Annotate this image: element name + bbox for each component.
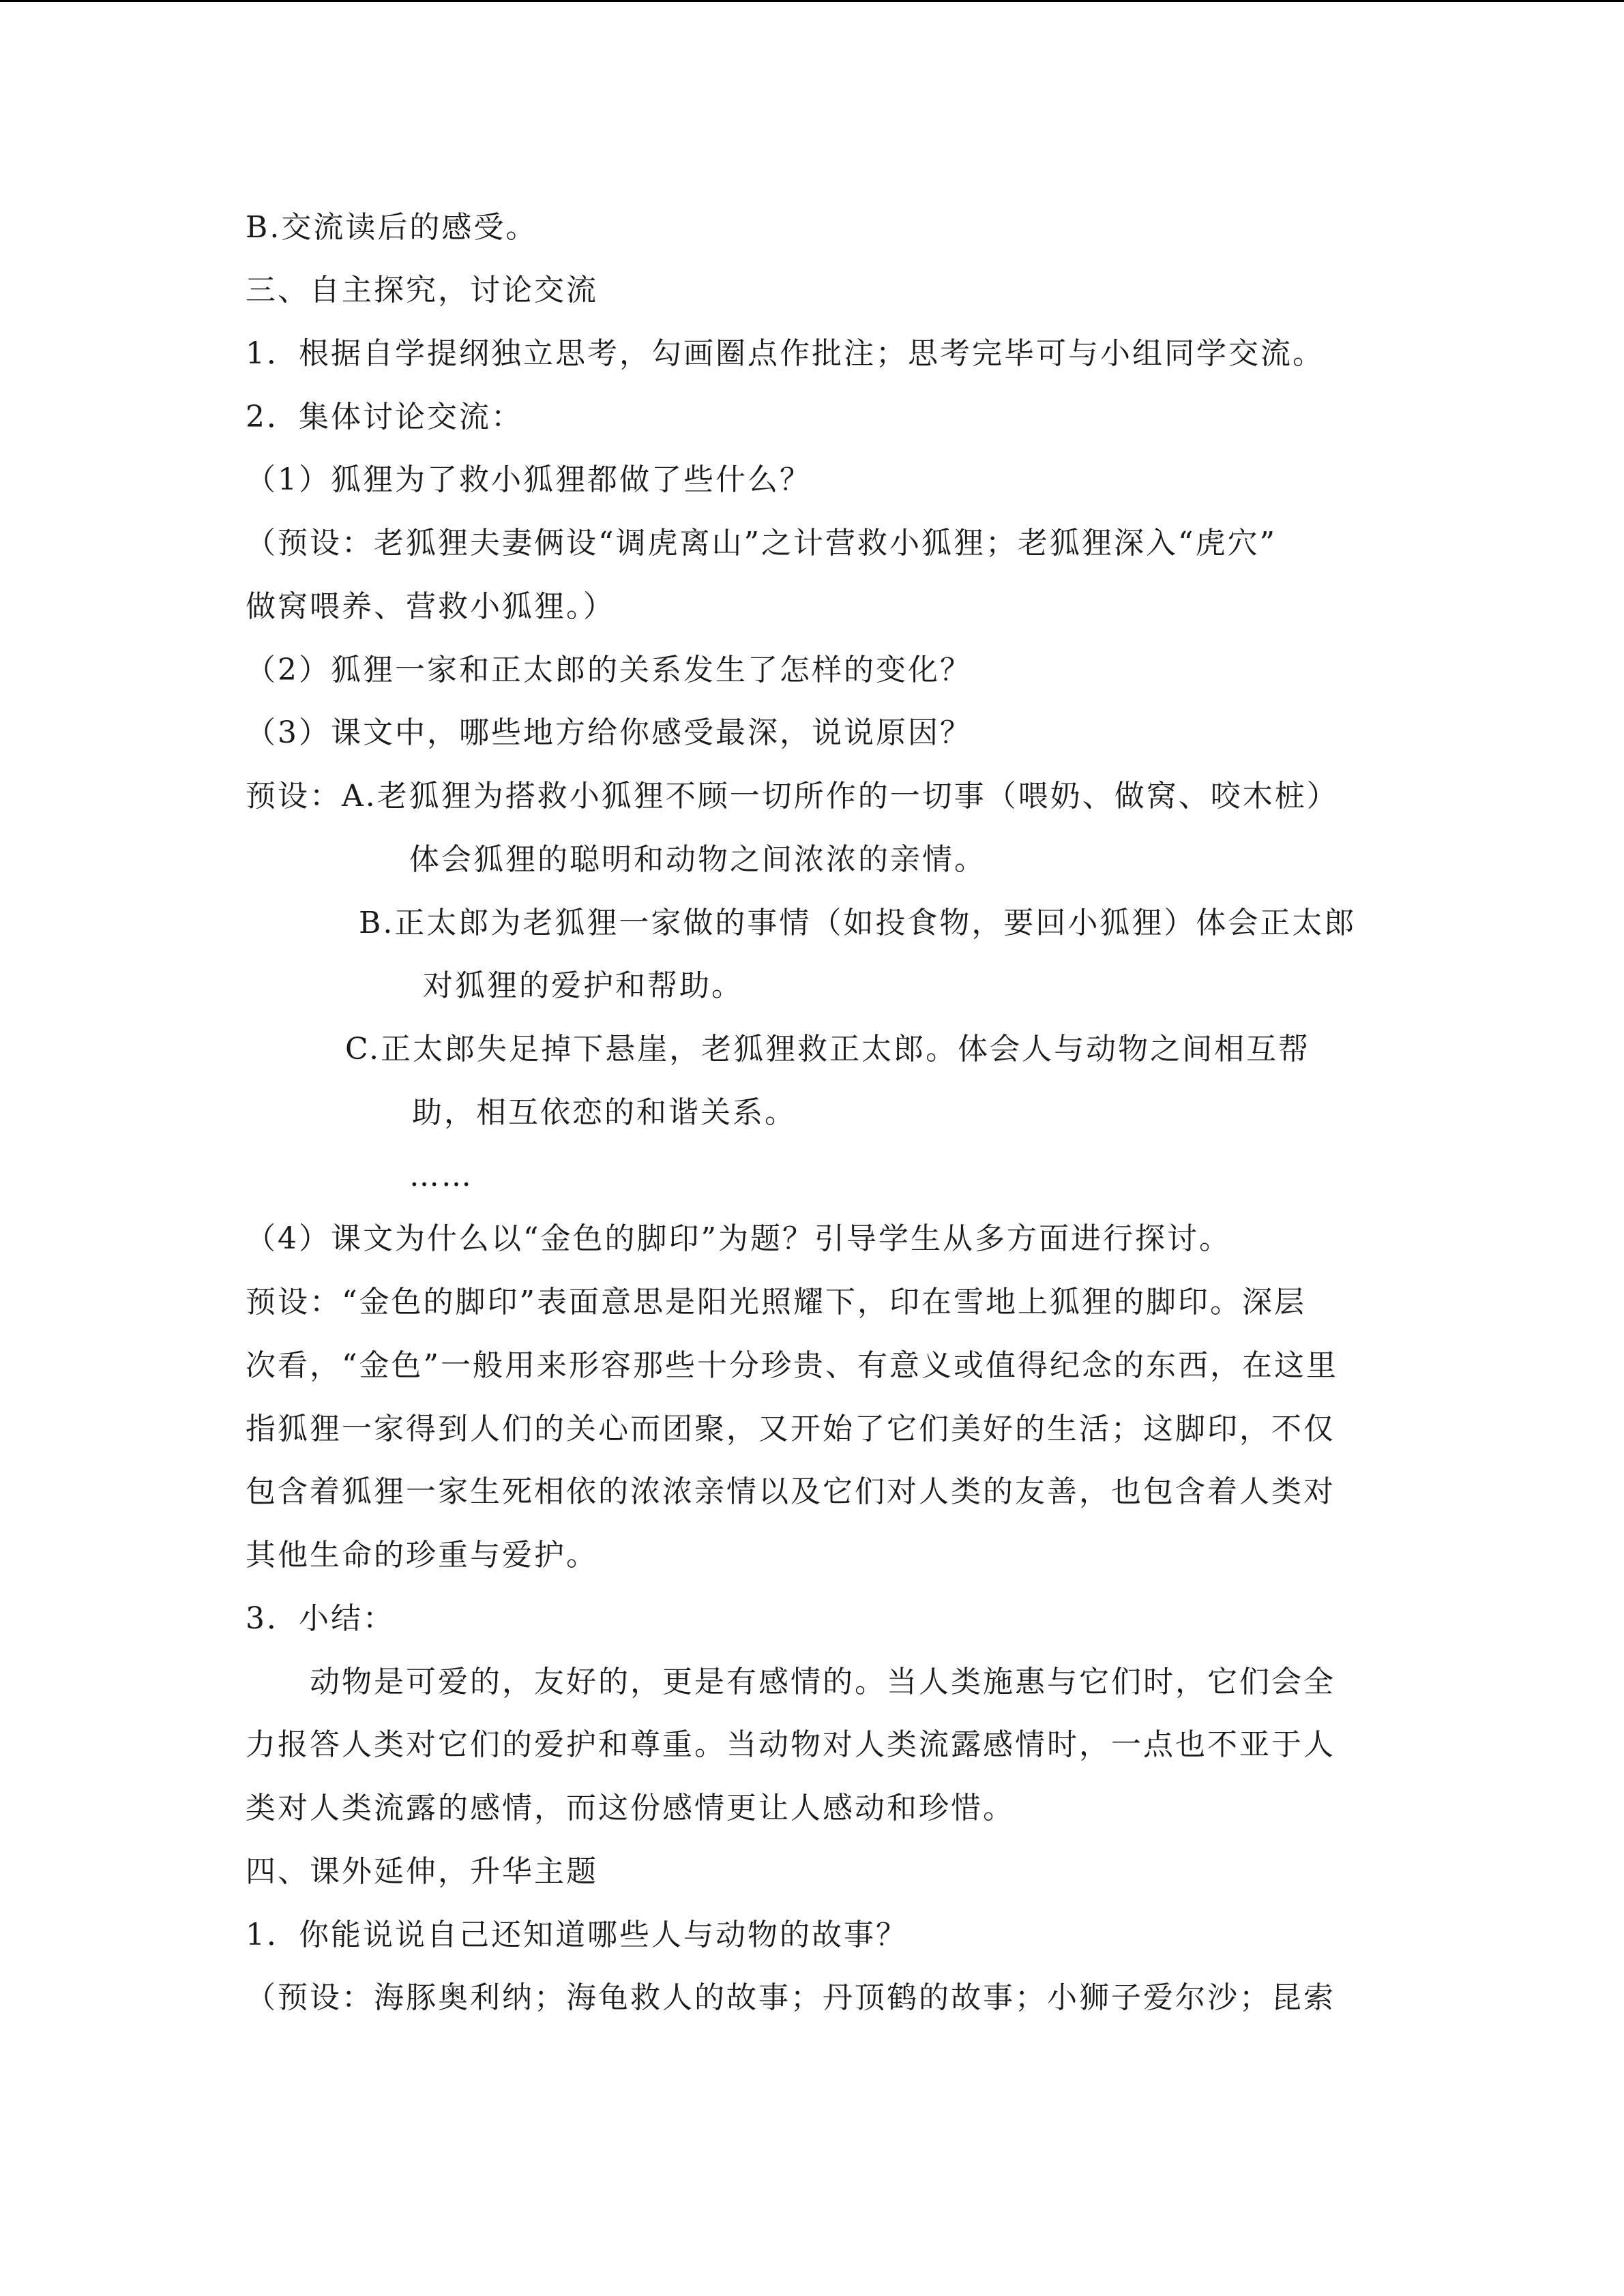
text-line: 对狐狸的爱护和帮助。 xyxy=(423,968,743,1003)
text-line: （1）狐狸为了救小狐狸都做了些什么？ xyxy=(246,462,812,497)
text-line: 助，相互依恋的和谐关系。 xyxy=(412,1095,797,1130)
text-line: C.正太郎失足掉下悬崖，老狐狸救正太郎。体会人与动物之间相互帮 xyxy=(345,1032,1311,1067)
text-line: （预设：老狐狸夫妻俩设“调虎离山”之计营救小狐狸；老狐狸深入“虎穴” xyxy=(246,526,1277,561)
text-line: 其他生命的珍重与爱护。 xyxy=(246,1538,598,1572)
text-line: 力报答人类对它们的爱护和尊重。当动物对人类流露感情时，一点也不亚于人 xyxy=(246,1727,1335,1762)
text-line: 3．小结： xyxy=(246,1601,395,1636)
text-line: 预设：A.老狐狸为搭救小狐狸不顾一切所作的一切事（喂奶、做窝、咬木桩） xyxy=(246,779,1339,814)
text-line: B.正太郎为老狐狸一家做的事情（如投食物，要回小狐狸）体会正太郎 xyxy=(359,906,1357,940)
text-line: （4）课文为什么以“金色的脚印”为题？引导学生从多方面进行探讨。 xyxy=(246,1221,1231,1256)
text-line: 体会狐狸的聪明和动物之间浓浓的亲情。 xyxy=(409,842,986,877)
text-line: （3）课文中，哪些地方给你感受最深，说说原因？ xyxy=(246,715,972,750)
text-line: 次看，“金色”一般用来形容那些十分珍贵、有意义或值得纪念的东西，在这里 xyxy=(246,1348,1338,1383)
text-line: 动物是可爱的，友好的，更是有感情的。当人类施惠与它们时，它们会全 xyxy=(310,1665,1335,1699)
section-heading: 四、课外延伸，升华主题 xyxy=(246,1854,598,1889)
text-line: 2．集体讨论交流： xyxy=(246,400,523,434)
text-line: （预设：海豚奥利纳；海龟救人的故事；丹顶鹤的故事；小狮子爱尔沙；昆索 xyxy=(246,1980,1335,2015)
section-heading: 三、自主探究，讨论交流 xyxy=(246,273,598,308)
text-line: （2）狐狸一家和正太郎的关系发生了怎样的变化？ xyxy=(246,653,972,687)
text-line: 类对人类流露的感情，而这份感情更让人感动和珍惜。 xyxy=(246,1791,1015,1825)
text-line: 1．你能说说自己还知道哪些人与动物的故事？ xyxy=(246,1918,908,1952)
ellipsis-line: …… xyxy=(409,1159,473,1193)
text-line: 1．根据自学提纲独立思考，勾画圈点作批注；思考完毕可与小组同学交流。 xyxy=(246,336,1325,371)
text-line: 做窝喂养、营救小狐狸。） xyxy=(246,589,615,624)
text-line: 预设：“金色的脚印”表面意思是阳光照耀下，印在雪地上狐狸的脚印。深层 xyxy=(246,1285,1306,1320)
text-line: B.交流读后的感受。 xyxy=(246,210,538,245)
page-top-border xyxy=(0,0,1624,2)
text-line: 指狐狸一家得到人们的关心而团聚，又开始了它们美好的生活；这脚印，不仅 xyxy=(246,1412,1335,1446)
text-line: 包含着狐狸一家生死相依的浓浓亲情以及它们对人类的友善，也包含着人类对 xyxy=(246,1474,1335,1509)
